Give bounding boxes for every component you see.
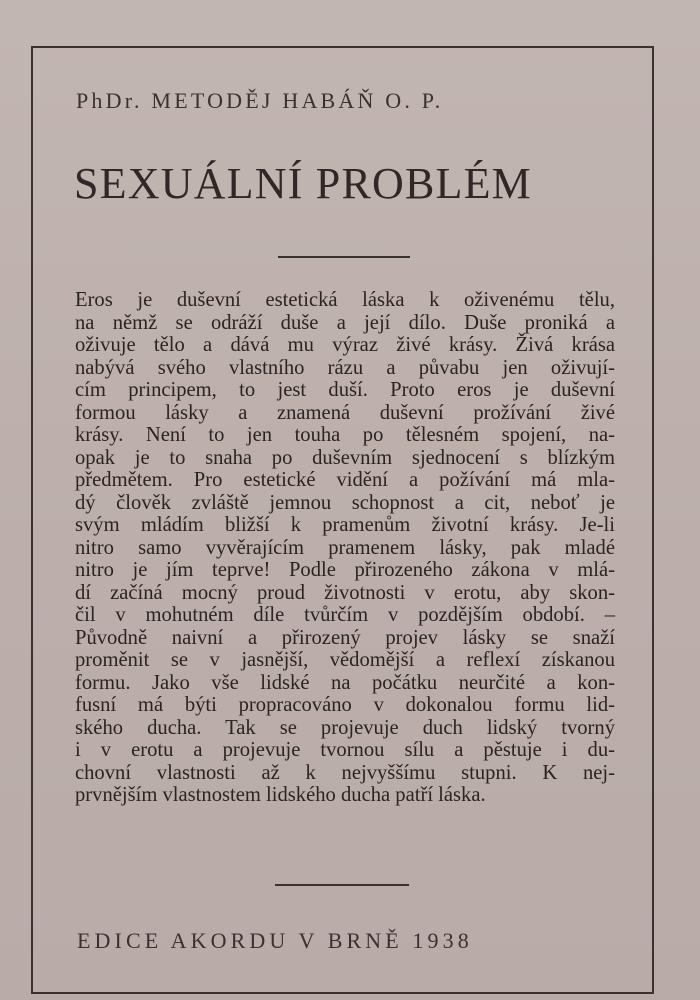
author-name: PhDr. METODĚJ HABÁŇ O. P. — [76, 88, 444, 113]
title-divider — [278, 256, 410, 258]
blurb-line: ského ducha. Tak se projevuje duch lidský tvorný — [75, 716, 615, 739]
blurb-line: fusní má býti propracováno v dokonalou formu lid- — [75, 694, 615, 716]
blurb-line: formou lásky a znamená duševní prožívání živé — [75, 401, 615, 424]
blurb-line: Původně naivní a přirozený projev lásky se snaží — [75, 626, 615, 649]
blurb-line: proměnit se v jasnější, vědomější a reflexí získanou — [75, 649, 615, 671]
blurb-line: dí začíná mocný proud životnosti v erotu, aby skon- — [75, 581, 615, 604]
publisher-imprint: EDICE AKORDU V BRNĚ 1938 — [77, 928, 473, 953]
blurb-line: dý člověk zvláště jemnou schopnost a cit, neboť je — [75, 491, 615, 514]
blurb-line: chovní vlastnosti až k nejvyššímu stupni. K nej- — [75, 761, 615, 784]
blurb-line: na němž se odráží duše a její dílo. Duše proniká a — [75, 311, 615, 334]
blurb-line: nitro je jím teprve! Podle přirozeného zákona v mlá- — [75, 559, 615, 581]
publisher-divider — [275, 884, 409, 886]
blurb-line: i v erotu a projevuje tvornou sílu a pěstuje i du- — [75, 739, 615, 761]
blurb-line: opak je to snaha po duševním sjednocení s blízkým — [75, 446, 615, 469]
blurb-line: prvnějším vlastnostem lidského ducha patří láska. — [75, 784, 486, 806]
book-title: SEXUÁLNÍ PROBLÉM — [74, 159, 532, 208]
blurb-line: Eros je duševní estetická láska k oživenému tělu, — [75, 289, 615, 311]
blurb-line: nitro samo vyvěrajícím pramenem lásky, pak mladé — [75, 536, 615, 559]
blurb-line: nabývá svého vlastního rázu a půvabu jen oživují- — [75, 356, 615, 379]
blurb-paragraph — [75, 289, 615, 807]
blurb-line: cím principem, to jest duší. Proto eros je duševní — [75, 379, 615, 401]
blurb-line: předmětem. Pro estetické vidění a požívání má mla- — [75, 469, 615, 491]
blurb-line: čil v mohutném díle tvůrčím v pozdějším období. – — [75, 604, 615, 626]
blurb-line: svým mládím bližší k pramenům životní krásy. Je-li — [75, 514, 615, 536]
blurb-line: krásy. Není to jen touha po tělesném spojení, na- — [75, 424, 615, 446]
blurb-line: oživuje tělo a dává mu výraz živé krásy. Živá krása — [75, 334, 615, 356]
blurb-line: formu. Jako vše lidské na počátku neurčité a kon- — [75, 671, 615, 694]
